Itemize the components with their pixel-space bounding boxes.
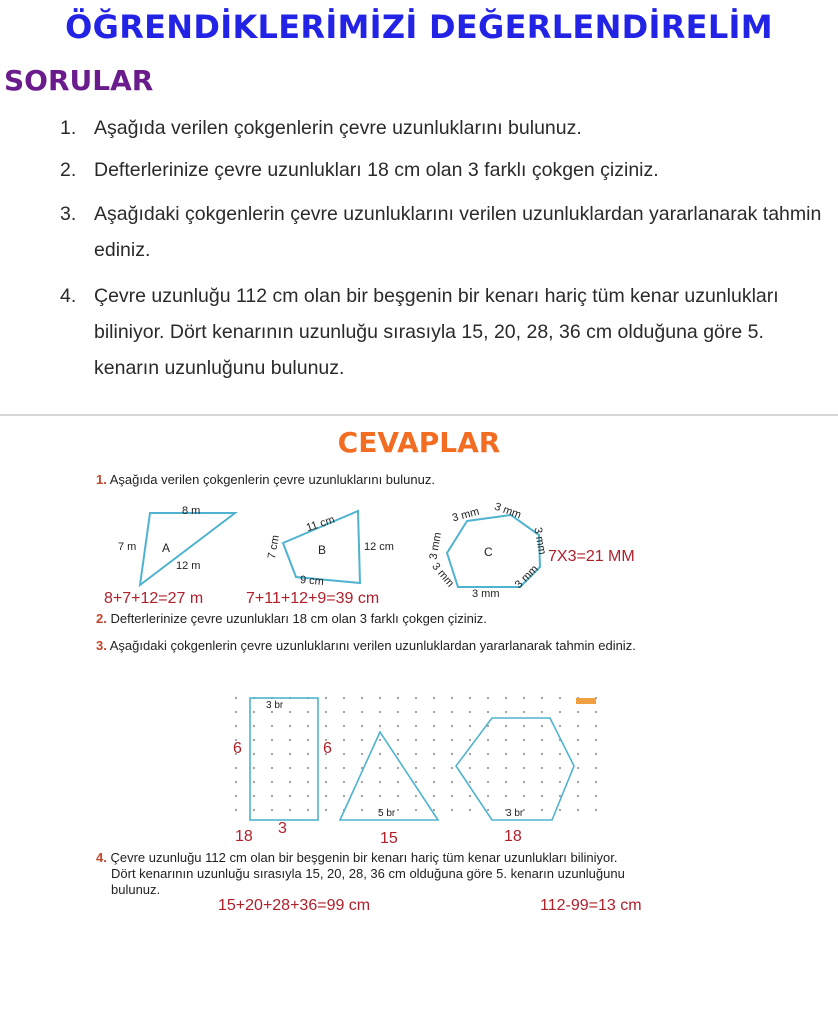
shape-c-side-label: 3 mm: [427, 531, 445, 561]
grid-dot: [307, 753, 309, 755]
grid-dot: [361, 697, 363, 699]
grid-dot: [433, 767, 435, 769]
grid-dot: [487, 795, 489, 797]
grid-dot: [577, 795, 579, 797]
grid-dot: [487, 767, 489, 769]
grid-dot: [415, 809, 417, 811]
grid-dot: [433, 781, 435, 783]
question-number: 2.: [60, 159, 77, 181]
grid-dot: [343, 697, 345, 699]
grid-dot: [415, 739, 417, 741]
grid-dot: [235, 697, 237, 699]
grid-dot: [577, 711, 579, 713]
grid-dot: [289, 739, 291, 741]
grid-dot: [523, 753, 525, 755]
shape-c-side-label: 3 mm: [531, 526, 549, 556]
grid-dot: [235, 781, 237, 783]
shape-c-side-label: 3 mm: [492, 500, 523, 522]
grid-dot: [271, 767, 273, 769]
grid-dot: [415, 781, 417, 783]
grid-dot: [433, 697, 435, 699]
grid-dot: [451, 753, 453, 755]
rect-total-answer: 18: [235, 828, 253, 845]
grid-dot: [595, 795, 597, 797]
grid-dot: [451, 725, 453, 727]
hexagon-side-label: 3 br: [506, 808, 524, 819]
grid-dot: [541, 739, 543, 741]
grid-dot: [379, 711, 381, 713]
grid-dot: [523, 795, 525, 797]
book-question-4: [96, 850, 625, 898]
question-number: 4.: [60, 285, 77, 307]
grid-dot: [451, 739, 453, 741]
grid-dot: [523, 739, 525, 741]
rect-bottom-answer: 3: [278, 820, 287, 837]
grid-dot: [343, 795, 345, 797]
grid-dot: [397, 697, 399, 699]
grid-dot: [415, 711, 417, 713]
triangle-total-answer: 15: [380, 830, 398, 847]
grid-dot: [289, 725, 291, 727]
grid-dot: [361, 739, 363, 741]
grid-dot: [271, 809, 273, 811]
questions-heading: SORULAR: [4, 64, 154, 97]
grid-dot: [577, 725, 579, 727]
grid-dot: [541, 781, 543, 783]
grid-dot: [307, 809, 309, 811]
grid-dot: [595, 781, 597, 783]
grid-dot: [577, 767, 579, 769]
grid-dot: [595, 711, 597, 713]
grid-rectangle: [250, 698, 318, 820]
grid-dot: [343, 725, 345, 727]
grid-dot: [523, 767, 525, 769]
grid-dot: [469, 697, 471, 699]
grid-dot: [379, 767, 381, 769]
grid-dot: [577, 753, 579, 755]
grid-dot: [253, 781, 255, 783]
grid-dot: [235, 725, 237, 727]
grid-dot: [253, 795, 255, 797]
shape-b-top-label: 11 cm: [304, 513, 337, 535]
grid-dot: [397, 809, 399, 811]
dot-grid: [235, 697, 597, 811]
grid-dot: [307, 767, 309, 769]
grid-dot: [271, 781, 273, 783]
grid-dot: [451, 781, 453, 783]
book-question-number: 3.: [96, 638, 107, 653]
book-question-text: bulunuz.: [111, 882, 161, 897]
grid-dot: [271, 711, 273, 713]
grid-dot: [523, 781, 525, 783]
grid-dot: [577, 739, 579, 741]
grid-dot: [541, 767, 543, 769]
shape-c-side-label: 3 mm: [429, 560, 457, 590]
grid-dot: [271, 795, 273, 797]
grid-dot: [379, 725, 381, 727]
grid-dot: [415, 795, 417, 797]
grid-dot: [379, 753, 381, 755]
page-title: ÖĞRENDİKLERİMİZİ DEĞERLENDİRELİM: [65, 8, 773, 46]
grid-dot: [595, 809, 597, 811]
grid-dot: [433, 753, 435, 755]
grid-dot: [235, 767, 237, 769]
grid-dot: [397, 711, 399, 713]
grid-dot: [595, 767, 597, 769]
grid-dot: [253, 739, 255, 741]
book-question-2: [96, 611, 487, 626]
question-number: 3.: [60, 203, 77, 225]
grid-dot: [253, 753, 255, 755]
question-text: Defterlerinize çevre uzunlukları 18 cm olan 3 farklı çokgen çiziniz.: [94, 159, 659, 181]
shape-a-left-label: 7 m: [118, 541, 137, 553]
answers-heading: CEVAPLAR: [337, 426, 501, 459]
grid-dot: [469, 711, 471, 713]
shape-a-name: A: [162, 541, 171, 555]
question-text: Çevre uzunluğu 112 cm olan bir beşgenin bir kenarı hariç tüm kenar uzunlukları biliniyor. Dört kenarının uzunluğu sırasıyla 15, 20, 28, 36 cm olduğuna göre 5. kenarın uzunluğunu bulunuz.: [94, 285, 779, 379]
hexagon-total-answer: 18: [504, 828, 522, 845]
shape-b-right-label: 12 cm: [364, 541, 394, 553]
grid-dot: [523, 725, 525, 727]
grid-dot: [451, 795, 453, 797]
question-1: [60, 110, 830, 146]
grid-dot: [505, 697, 507, 699]
grid-dot: [361, 809, 363, 811]
grid-dot: [505, 739, 507, 741]
grid-dot: [289, 809, 291, 811]
grid-dot: [505, 725, 507, 727]
book-question-1: [96, 472, 435, 487]
grid-dot: [325, 795, 327, 797]
shape-b-bottom-label: 9 cm: [299, 573, 325, 589]
question-2: [60, 152, 830, 188]
grid-dot: [397, 725, 399, 727]
grid-dot: [559, 753, 561, 755]
book-question-number: 1.: [96, 472, 107, 487]
grid-dot: [505, 753, 507, 755]
grid-dot: [325, 697, 327, 699]
grid-dot: [253, 711, 255, 713]
grid-dot: [325, 767, 327, 769]
book-question-text: Aşağıdaki çokgenlerin çevre uzunluklarını verilen uzunluklardan yararlanarak tahmin ediniz.: [109, 638, 636, 653]
rect-top-label: 3 br: [266, 700, 284, 711]
grid-dot: [523, 711, 525, 713]
answer-1b: 7+11+12+9=39 cm: [246, 590, 380, 607]
grid-dot: [469, 753, 471, 755]
shape-c-side-label: 3 mm: [472, 588, 500, 600]
grid-dot: [433, 725, 435, 727]
grid-dot: [505, 767, 507, 769]
grid-dot: [379, 795, 381, 797]
grid-dot: [523, 697, 525, 699]
grid-dot: [379, 697, 381, 699]
shape-b-left-label: 7 cm: [265, 534, 282, 560]
grid-dot: [253, 725, 255, 727]
grid-hexagon: [456, 718, 574, 820]
grid-dot: [379, 739, 381, 741]
question-number: 1.: [60, 117, 77, 139]
grid-dot: [559, 809, 561, 811]
grid-dot: [469, 795, 471, 797]
grid-dot: [469, 725, 471, 727]
grid-dot: [343, 753, 345, 755]
grid-dot: [433, 711, 435, 713]
grid-dot: [397, 795, 399, 797]
grid-dot: [559, 781, 561, 783]
grid-dot: [433, 809, 435, 811]
grid-dot: [487, 781, 489, 783]
grid-dot: [451, 711, 453, 713]
book-question-text: Çevre uzunluğu 112 cm olan bir beşgenin bir kenarı hariç tüm kenar uzunlukları biliniyor.: [110, 850, 618, 865]
grid-dot: [289, 753, 291, 755]
grid-dot: [253, 767, 255, 769]
grid-dot: [307, 711, 309, 713]
book-question-3: [96, 638, 636, 653]
grid-dot: [541, 697, 543, 699]
grid-dot: [433, 795, 435, 797]
grid-dot: [235, 711, 237, 713]
grid-dot: [595, 725, 597, 727]
grid-dot: [541, 711, 543, 713]
grid-dot: [289, 781, 291, 783]
grid-dot: [397, 767, 399, 769]
book-question-number: 2.: [96, 611, 107, 626]
grid-dot: [541, 725, 543, 727]
grid-dot: [433, 739, 435, 741]
grid-dot: [343, 711, 345, 713]
answer-1c: 7X3=21 MM: [548, 548, 635, 565]
grid-dot: [307, 725, 309, 727]
grid-dot: [469, 767, 471, 769]
grid-dot: [559, 767, 561, 769]
grid-dot: [487, 753, 489, 755]
grid-dot: [361, 753, 363, 755]
grid-dot: [253, 809, 255, 811]
grid-dot: [415, 697, 417, 699]
grid-dot: [307, 781, 309, 783]
grid-dot: [397, 753, 399, 755]
grid-dot: [289, 711, 291, 713]
question-4: [60, 278, 830, 386]
shape-c-side-label: 3 mm: [450, 505, 481, 525]
grid-dot: [307, 739, 309, 741]
grid-dot: [361, 711, 363, 713]
grid-dot: [343, 739, 345, 741]
grid-dot: [235, 795, 237, 797]
grid-dot: [559, 725, 561, 727]
grid-dot: [451, 767, 453, 769]
grid-dot: [325, 711, 327, 713]
triangle-base-label: 5 br: [378, 808, 396, 819]
grid-dot: [469, 809, 471, 811]
shape-c-side-label: 3 mm: [512, 563, 541, 591]
grid-dot: [361, 795, 363, 797]
grid-dot: [559, 697, 561, 699]
grid-dot: [541, 795, 543, 797]
rect-side-answer: 6: [233, 740, 242, 757]
grid-dot: [307, 795, 309, 797]
grid-dot: [361, 781, 363, 783]
grid-dot: [271, 753, 273, 755]
grid-dot: [487, 809, 489, 811]
grid-dot: [289, 767, 291, 769]
grid-dot: [505, 795, 507, 797]
question-3: [60, 196, 830, 268]
dot-grid-figure: [230, 690, 610, 830]
grid-dot: [469, 781, 471, 783]
grid-dot: [559, 711, 561, 713]
book-question-number: 4.: [96, 850, 107, 865]
grid-dot: [343, 781, 345, 783]
grid-dot: [379, 781, 381, 783]
grid-dot: [595, 753, 597, 755]
shape-a-bottom-label: 12 m: [176, 560, 201, 572]
grid-dot: [271, 739, 273, 741]
answer-4-result: 112-99=13 cm: [540, 897, 642, 914]
grid-dot: [271, 725, 273, 727]
book-question-text: Aşağıda verilen çokgenlerin çevre uzunluklarını bulunuz.: [109, 472, 435, 487]
triangle-a: [140, 513, 235, 585]
book-question-text: Dört kenarının uzunluğu sırasıyla 15, 20, 28, 36 cm olduğuna göre 5. kenarın uzunluğunu: [111, 866, 625, 881]
grid-dot: [469, 739, 471, 741]
grid-dot: [541, 809, 543, 811]
answer-4-sum: 15+20+28+36=99 cm: [218, 897, 371, 914]
grid-dot: [415, 725, 417, 727]
book-question-text: Defterlerinize çevre uzunlukları 18 cm olan 3 farklı çokgen çiziniz.: [110, 611, 487, 626]
shape-c-name: C: [484, 545, 493, 559]
grid-dot: [361, 725, 363, 727]
grid-dot: [487, 697, 489, 699]
grid-dot: [397, 781, 399, 783]
grid-dot: [235, 809, 237, 811]
grid-dot: [541, 753, 543, 755]
grid-dot: [577, 781, 579, 783]
grid-dot: [325, 725, 327, 727]
question-text: Aşağıdaki çokgenlerin çevre uzunluklarını verilen uzunluklardan yararlanarak tahmin ediniz.: [94, 203, 822, 261]
orange-marker: [576, 698, 596, 704]
grid-dot: [325, 781, 327, 783]
grid-dot: [505, 781, 507, 783]
answer-1a: 8+7+12=27 m: [104, 590, 204, 607]
grid-dot: [415, 767, 417, 769]
shape-a-top-label: 8 m: [182, 505, 201, 517]
rect-other-side-answer: 6: [323, 740, 332, 757]
grid-dot: [487, 739, 489, 741]
grid-dot: [343, 767, 345, 769]
grid-dot: [397, 739, 399, 741]
grid-dot: [451, 809, 453, 811]
grid-dot: [577, 809, 579, 811]
grid-dot: [325, 809, 327, 811]
grid-dot: [289, 795, 291, 797]
section-divider: [0, 414, 838, 416]
grid-dot: [487, 711, 489, 713]
question-text: Aşağıda verilen çokgenlerin çevre uzunluklarını bulunuz.: [94, 117, 582, 139]
grid-dot: [595, 739, 597, 741]
shape-b-name: B: [318, 543, 327, 557]
grid-triangle: [340, 732, 438, 820]
grid-dot: [505, 711, 507, 713]
grid-dot: [451, 697, 453, 699]
grid-dot: [415, 753, 417, 755]
